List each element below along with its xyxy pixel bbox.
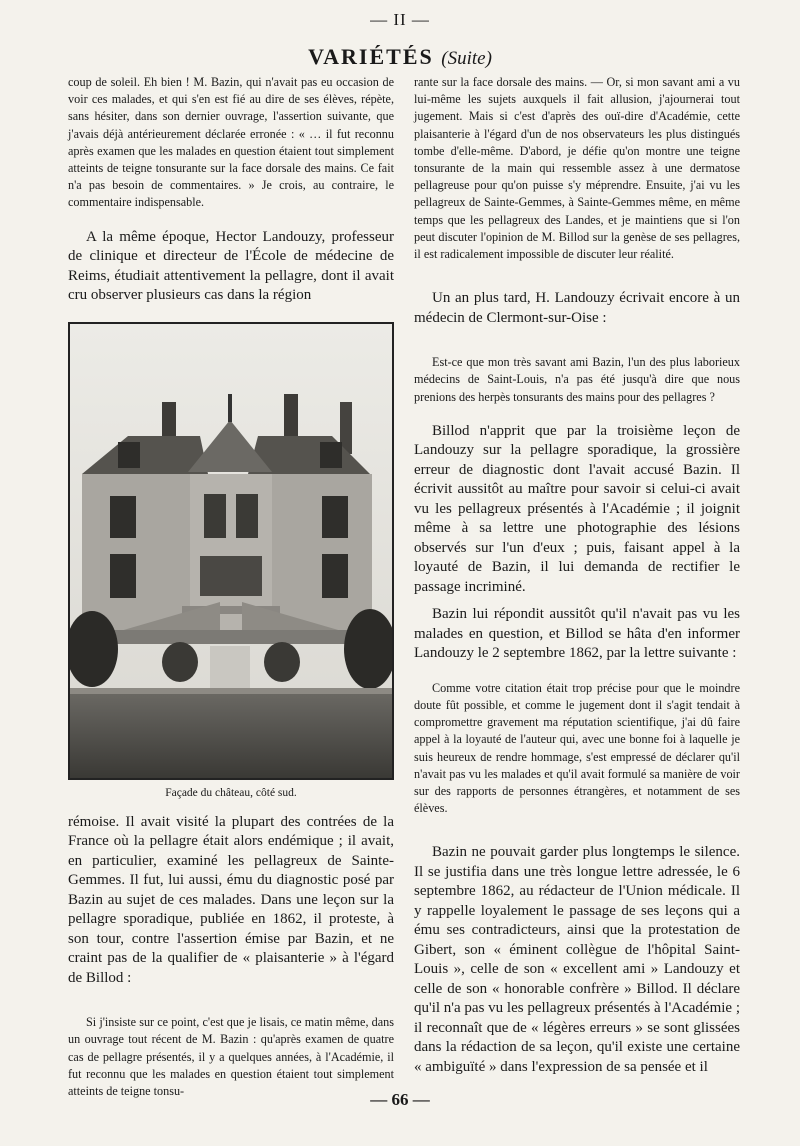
right-paragraph-4: Bazin ne pouvait garder plus longtemps le silence. Il se justifia dans une très longue lettre adressée, le 6 septembre 1862, au rédacteur de l'Union médicale. Il y rappelle loyalement le passage de ses leçons qui a ému ses contradicteurs, ainsi que la protestation de Gibert, son « éminent collègue de l'hôpital Saint-Louis », celle de son « excellent ami » Landouzy et celle de son « honorable confrère » Billod. Il déclare qu'il n'a pas vu les pellagreux présentés à l'Académie ; il reconnaît que de « légères erreurs » se sont glissées dans la rédaction de sa leçon, qu'il existe une certaine « ambiguïté » dans l'expression de sa pensée et il xyxy=(414,844,740,1075)
section-header xyxy=(0,44,800,70)
right-quote-3: Comme votre citation était trop précise pour que le moindre doute fût possible, et comme le jugement dont il s'agit tendait à compromettre gravement ma réputation scientifique, j'ai dû faire appel à la loyauté de l'auteur qui, avec une bonne foi à laquelle je suis heureux de rendre hommage, s'est empressé de déclarer qu'il n'avait pas vu les malades et qu'il avait formulé sa manière de voir sur des rapports de personnes étrangères, et notamment de ses élèves. xyxy=(414,680,740,816)
chateau-photograph xyxy=(68,322,394,780)
left-column xyxy=(68,74,394,1100)
left-paragraph-3: rémoise. Il avait visité la plupart des contrées de la France où la pellagre était alors endémique ; il avait, en particulier, examiné les pellagreux de Sainte-Gemmes. Il fut, lui aussi, ému du diagnostic posé par Bazin au sujet de ces malades. Dans une leçon sur la pellagre sporadique, publiée en 1862, il proteste, à son tour, contre l'assertion émise par Bazin, et ne craint pas de la qualifier de « plaisanterie » à l'égard de Billod : xyxy=(68,813,394,986)
left-paragraph-2: A la même époque, Hector Landouzy, professeur de clinique et directeur de l'École de médecine de Reims, étudiait attentivement la pellagre, dont il avait cru observer plusieurs cas dans la région xyxy=(68,228,394,304)
right-paragraph-2: Billod n'apprit que par la troisième leçon de Landouzy sur la pellagre sporadique, la grossière erreur de diagnostic dont l'avait accusé Bazin. Il écrivit aussitôt au maître pour savoir si celui-ci avait vu les pellagreux présentés à l'Académie ; il joignit même à sa lettre une photographie des lésions observés sur l'un d'eux ; puis, faisant appel à la loyauté de Bazin, il lui demanda de rectifier le passage incriminé. xyxy=(414,422,740,595)
right-quote-continued: rante sur la face dorsale des mains. — Or, si mon savant ami a vu lui-même les sujets auxquels il fait allusion, j'ajournerai tout jugement. Mais si c'est d'après des ouï-dire d'Académie, cette plaisanterie à l'égard d'un de nos observateurs les plus distingués tombe d'elle-même. D'abord, je défie qu'on montre une teigne tonsurante de la main qui ressemble assez à une dermatose pellagreuse pour qu'on puisse s'y méprendre. Ensuite, j'ai vu les pellagreux de Sainte-Gemmes, à Sainte-Gemmes même, en même temps que les pellagreux des Landes, et je maintiens que si l'on peut discuter l'opinion de M. Billod sur la genèse de ses pellagres, il est radicalement impossible de discuter leur réalité. xyxy=(414,75,740,262)
right-quote-2: Est-ce que mon très savant ami Bazin, l'un des plus laborieux médecins de Saint-Louis, n'a pas été jusqu'à dire que nous prenions des herpès tonsurants des mains pour des pellagres ? xyxy=(414,355,740,404)
section-title: VARIÉTÉS xyxy=(308,44,434,69)
figure-caption: Façade du château, côté sud. xyxy=(165,786,297,799)
left-paragraph-1: coup de soleil. Eh bien ! M. Bazin, qui n'avait pas eu occasion de voir ces malades, et qui s'en est fié au dire de ses élèves, répète, sans hésiter, dans son dernier ouvrage, l'assertion suivante, que j'avais déjà antérieurement déclarée erronée : « … il fut reconnu après examen que les malades en question étaient tout simplement atteints de teigne tonsurante sur la face dorsale des mains. Ce fait n'a pas besoin de commentaires. » Je crois, au contraire, le commentaire indispensable. xyxy=(68,75,394,210)
section-suite: (Suite) xyxy=(441,48,492,69)
left-quote-1: Si j'insiste sur ce point, c'est que je lisais, ce matin même, dans un ouvrage tout récent de M. Bazin : qu'après examen de quatre cas de pellagre présentés, il y a quelques années, à l'Académie, il fut reconnu que les malades en question étaient tout simplement atteints de teigne tonsu- xyxy=(68,1015,394,1098)
top-page-number: — II — xyxy=(370,10,430,29)
right-paragraph-1: Un an plus tard, H. Landouzy écrivait encore à un médecin de Clermont-sur-Oise : xyxy=(414,290,740,326)
bottom-page-number: — 66 — xyxy=(370,1090,430,1109)
right-column xyxy=(414,74,740,1077)
right-paragraph-3: Bazin lui répondit aussitôt qu'il n'avait pas vu les malades en question, et Billod se hâta d'en informer Landouzy le 2 septembre 1862, par la lettre suivante : xyxy=(414,606,740,662)
